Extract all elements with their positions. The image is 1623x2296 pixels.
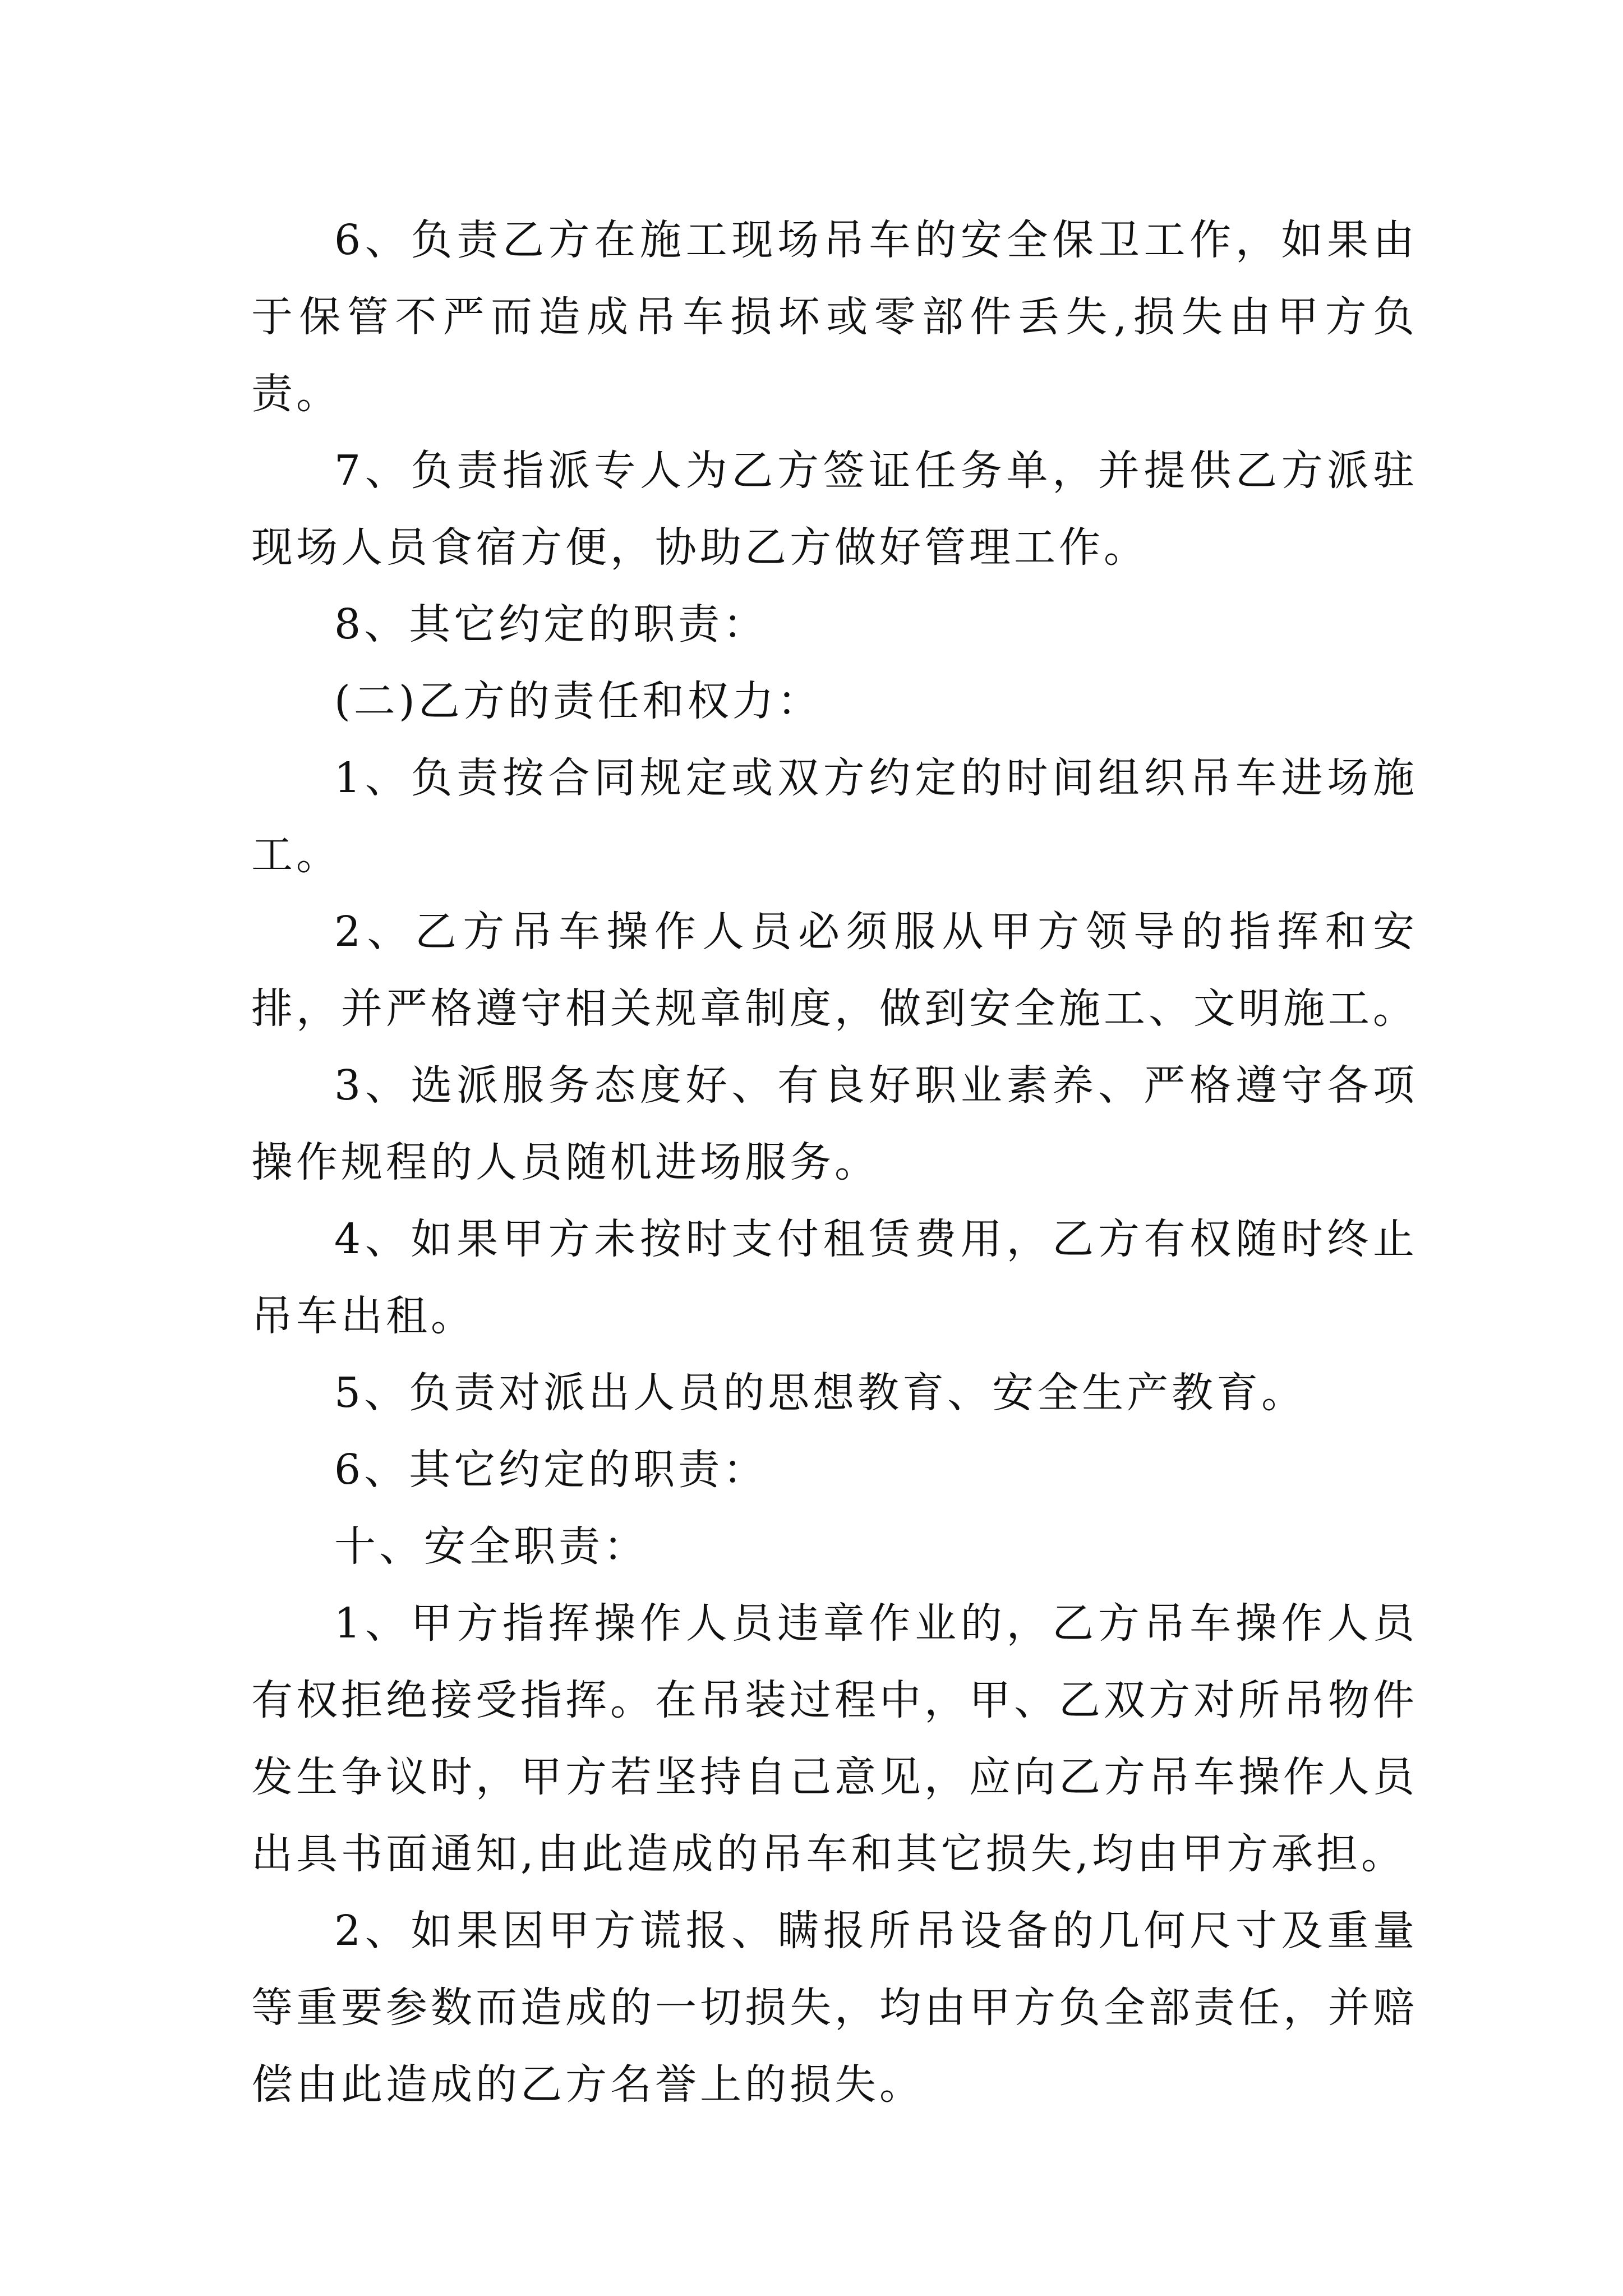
paragraph-party-b-duty-2: 2、乙方吊车操作人员必须服从甲方领导的指挥和安排，并严格遵守相关规章制度，做到安全施工、文明施工。	[251, 908, 1418, 1033]
section-heading-party-b: (二)乙方的责任和权力：	[334, 677, 822, 725]
paragraph-party-b-duty-3: 3、选派服务态度好、有良好职业素养、严格遵守各项操作规程的人员随机进场服务。	[251, 1061, 1418, 1186]
paragraph-party-a-duty-8: 8、其它约定的职责：	[334, 600, 768, 648]
paragraph-party-b-duty-4: 4、如果甲方未按时支付租赁费用，乙方有权随时终止吊车出租。	[251, 1215, 1418, 1340]
document-body	[251, 202, 1418, 2123]
paragraph-party-a-duty-6: 6、负责乙方在施工现场吊车的安全保卫工作，如果由于保管不严而造成吊车损坏或零部件丢失,损失由甲方负责。	[251, 216, 1418, 418]
paragraph-party-b-duty-5: 5、负责对派出人员的思想教育、安全生产教育。	[334, 1369, 1307, 1417]
section-heading-safety: 十、安全职责：	[334, 1522, 648, 1571]
paragraph-party-a-duty-7: 7、负责指派专人为乙方签证任务单，并提供乙方派驻现场人员食宿方便，协助乙方做好管理工作。	[251, 447, 1418, 572]
paragraph-party-b-duty-6: 6、其它约定的职责：	[334, 1446, 768, 1494]
paragraph-safety-1: 1、甲方指挥操作人员违章作业的，乙方吊车操作人员有权拒绝接受指挥。在吊装过程中，甲、乙双方对所吊物件发生争议时，甲方若坚持自己意见，应向乙方吊车操作人员出具书面通知,由此造成的吊车和其它损失,均由甲方承担。	[251, 1599, 1418, 1878]
paragraph-safety-2: 2、如果因甲方谎报、瞒报所吊设备的几何尺寸及重量等重要参数而造成的一切损失，均由甲方负全部责任，并赔偿由此造成的乙方名誉上的损失。	[251, 1907, 1418, 2109]
paragraph-party-b-duty-1: 1、负责按合同规定或双方约定的时间组织吊车进场施工。	[251, 754, 1418, 879]
